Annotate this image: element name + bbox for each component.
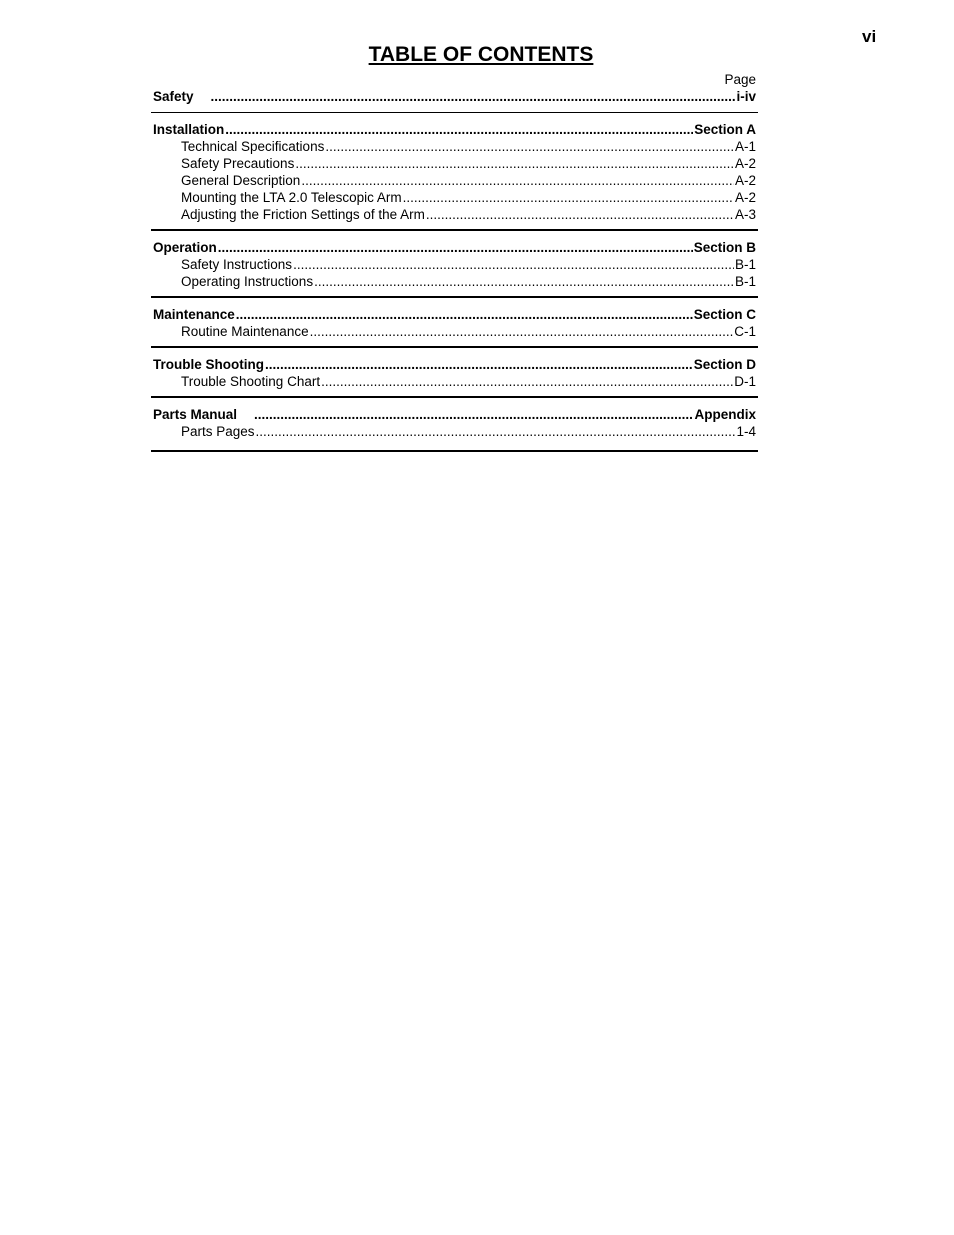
toc-entry-label: Maintenance	[153, 307, 235, 322]
dot-leader	[403, 189, 734, 206]
toc-subentry-page: C-1	[734, 324, 756, 339]
toc-subentry-page: B-1	[734, 257, 756, 272]
toc-entry-page: Section D	[693, 357, 756, 372]
toc-section-trouble-shooting	[151, 356, 758, 398]
toc-entry[interactable]	[151, 88, 758, 105]
toc-subentry[interactable]	[151, 273, 758, 290]
page-title: TABLE OF CONTENTS	[368, 43, 594, 66]
toc-section-parts-manual	[151, 406, 758, 452]
page-column-label: Page	[724, 72, 756, 87]
toc-section-safety	[151, 88, 758, 113]
page-number: vi	[862, 27, 877, 46]
dot-leader	[295, 155, 734, 172]
toc-entry-label: Operation	[153, 240, 217, 255]
toc-entry[interactable]	[151, 356, 758, 373]
toc-entry-label: Safety	[153, 89, 194, 104]
toc-subentry-label: Safety Precautions	[181, 156, 295, 171]
toc-subentry-page: A-2	[734, 173, 756, 188]
toc-section-maintenance	[151, 306, 758, 348]
toc-subentry-page: A-2	[734, 190, 756, 205]
toc-subentry[interactable]	[151, 373, 758, 390]
toc-subentry[interactable]	[151, 172, 758, 189]
toc-subentry-label: Adjusting the Friction Settings of the Arm	[181, 207, 425, 222]
toc-entry[interactable]	[151, 239, 758, 256]
toc-entry-page: Section A	[694, 122, 756, 137]
toc-entry[interactable]	[151, 406, 758, 423]
dot-leader	[218, 239, 693, 256]
dot-leader	[211, 88, 736, 105]
toc-section-operation	[151, 239, 758, 298]
dot-leader	[321, 373, 733, 390]
table-of-contents	[151, 71, 758, 452]
dot-leader	[293, 256, 734, 273]
toc-entry[interactable]	[151, 121, 758, 138]
toc-entry-page: Section B	[693, 240, 756, 255]
toc-subentry[interactable]	[151, 323, 758, 340]
toc-entry-page: Section C	[693, 307, 756, 322]
toc-subentry[interactable]	[151, 138, 758, 155]
dot-leader	[314, 273, 734, 290]
dot-leader	[310, 323, 734, 340]
dot-leader	[225, 121, 693, 138]
toc-subentry-label: Trouble Shooting Chart	[181, 374, 321, 389]
dot-leader	[256, 423, 736, 440]
toc-section-installation	[151, 121, 758, 231]
dot-leader	[236, 306, 693, 323]
toc-subentry-page: A-3	[734, 207, 756, 222]
dot-leader	[426, 206, 734, 223]
toc-subentry-label: Mounting the LTA 2.0 Telescopic Arm	[181, 190, 402, 205]
toc-subentry[interactable]	[151, 189, 758, 206]
toc-subentry-page: 1-4	[736, 424, 756, 439]
toc-subentry-label: Technical Specifications	[181, 139, 325, 154]
toc-subentry-page: D-1	[734, 374, 756, 389]
toc-subentry[interactable]	[151, 423, 758, 440]
toc-subentry-label: General Description	[181, 173, 301, 188]
toc-subentry-page: B-1	[734, 274, 756, 289]
toc-entry[interactable]	[151, 306, 758, 323]
toc-subentry[interactable]	[151, 256, 758, 273]
dot-leader	[265, 356, 693, 373]
toc-entry-label: Parts Manual	[153, 407, 238, 422]
toc-subentry-page: A-1	[734, 139, 756, 154]
toc-entry-page: Appendix	[694, 407, 756, 422]
dot-leader	[301, 172, 734, 189]
toc-subentry[interactable]	[151, 206, 758, 223]
toc-subentry-page: A-2	[734, 156, 756, 171]
toc-entry-page: i-iv	[736, 89, 756, 104]
dot-leader	[325, 138, 734, 155]
toc-subentry[interactable]	[151, 155, 758, 172]
toc-subentry-label: Safety Instructions	[181, 257, 293, 272]
toc-entry-label: Trouble Shooting	[153, 357, 264, 372]
toc-entry-label: Installation	[153, 122, 225, 137]
dot-leader	[254, 406, 693, 423]
toc-subentry-label: Operating Instructions	[181, 274, 314, 289]
toc-subentry-label: Routine Maintenance	[181, 324, 309, 339]
toc-subentry-label: Parts Pages	[181, 424, 255, 439]
